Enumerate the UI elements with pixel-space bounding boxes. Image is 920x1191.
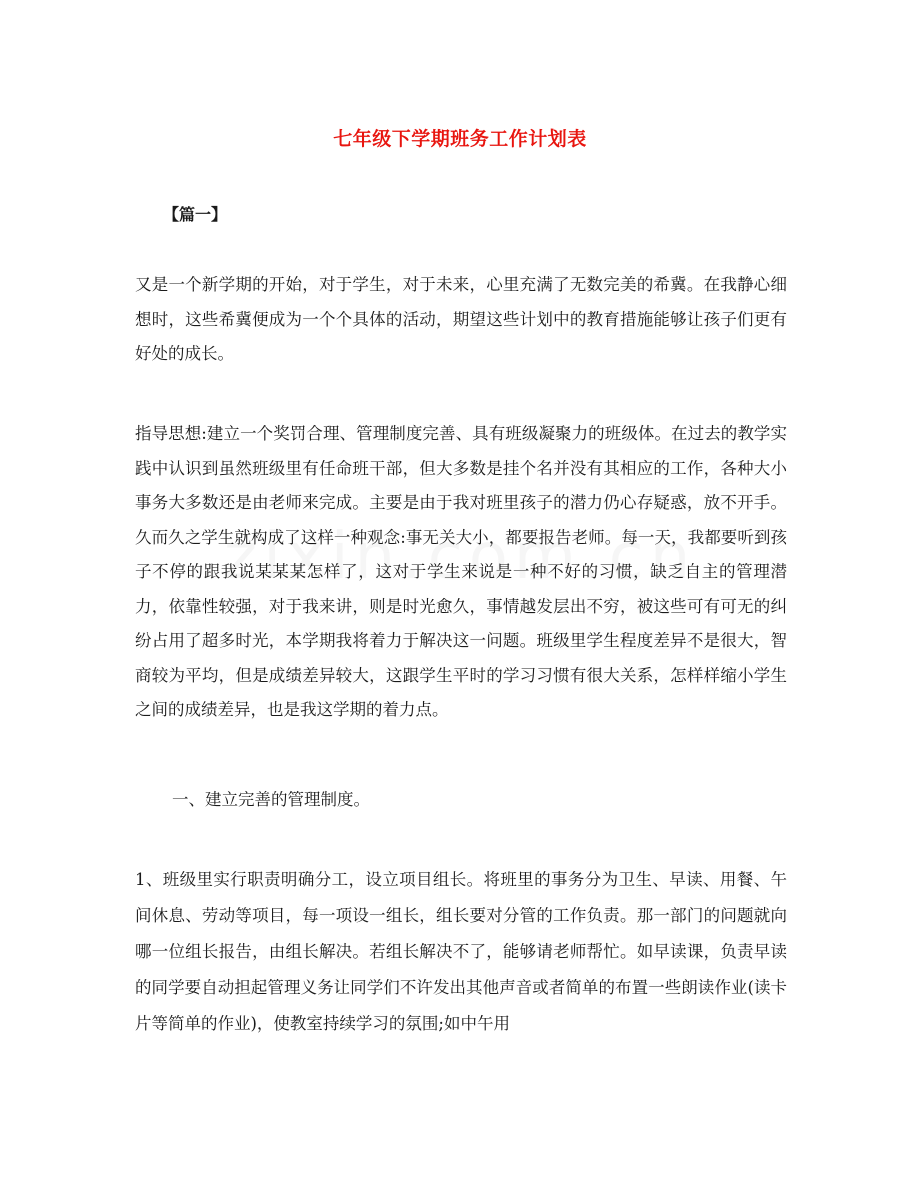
heading-management-system: 一、建立完善的管理制度。	[172, 790, 370, 809]
paragraph-guiding-thought: 指导思想:建立一个奖罚合理、管理制度完善、具有班级凝聚力的班级体。在过去的教学实践中认识到虽然班级里有任命班干部，但大多数是挂个名并没有其相应的工作，各种大小事务大多数还是由老师来完成。主要是由于我对班里孩子的潜力仍心存疑惑，放不开手。久而久之学生就构成了这样一种观念:事无关大小，都要报告老师。每一天，我都要听到孩子不停的跟我说某某某怎样了，这对于学生来说是一种不好的习惯，缺乏自主的管理潜力，依靠性较强，对于我来讲，则是时光愈久，事情越发层出不穷，被这些可有可无的纠纷占用了超多时光，本学期我将着力于解决这一问题。班级里学生程度差异不是很大，智商较为平均，但是成绩差异较大，这跟学生平时的学习习惯有很大关系，怎样样缩小学生之间的成绩差异，也是我这学期的着力点。	[135, 424, 787, 719]
paragraph-intro: 又是一个新学期的开始，对于学生，对于未来，心里充满了无数完美的希冀。在我静心细想时，这些希冀便成为一个个具体的活动，期望这些计划中的教育措施能够让孩子们更有好处的成长。	[135, 275, 787, 363]
document-title: 七年级下学期班务工作计划表	[333, 128, 587, 150]
paragraph-duty-division: 1、班级里实行职责明确分工，设立项目组长。将班里的事务分为卫生、早读、用餐、午间休息、劳动等项目，每一项设一组长，组长要对分管的工作负责。那一部门的问题就向哪一位组长报告，由组长解决。若组长解决不了，能够请老师帮忙。如早读课，负责早读的同学要自动担起管理义务让同学们不许发出其他声音或者简单的布置一些朗读作业(读卡片等简单的作业)，使教室持续学习的氛围;如中午用	[135, 870, 787, 1033]
section-label: 【篇一】	[163, 205, 228, 224]
